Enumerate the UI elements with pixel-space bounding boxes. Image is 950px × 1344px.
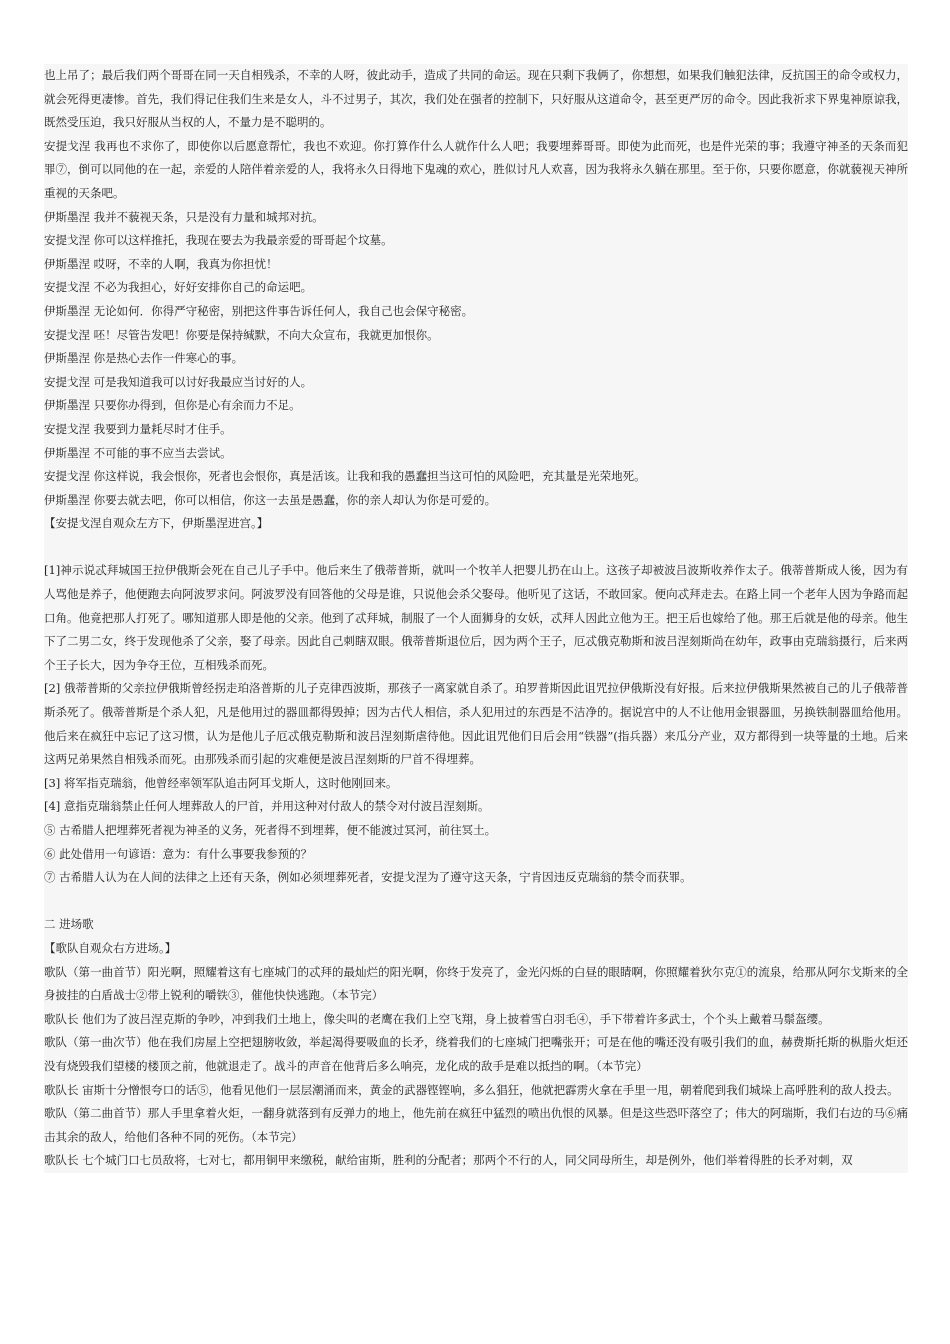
paragraph-5: 伊斯墨涅 哎呀，不幸的人啊，我真为你担忧！	[44, 256, 278, 271]
blank-line	[44, 890, 908, 914]
chorus-paragraph-4: 歌队长 宙斯十分憎恨夸口的话⑤，他看见他们一层层潮涌而来，黄金的武器铿铿响，多么猖狂，他就把霹雳火拿在手里一甩，朝着爬到我们城垛上高呼胜利的敌人投去。	[44, 1082, 899, 1097]
chorus-paragraph-3: 歌队（第一曲次节）他在我们房屋上空把翅膀收敛，举起渴得要吸血的长矛，绕着我们的七座城门把嘴张开；可是在他的嘴还没有吸引我们的血，赫费斯托斯的枞脂火炬还没有烧毁我们望楼的楼顶之前，他就退走了。战斗的声音在他背后多么响亮，龙化成的敌手是难以抵挡的啊。（本节完）	[44, 1035, 908, 1073]
section-heading: 二 进场歌	[44, 917, 94, 932]
paragraph-13: 伊斯墨涅 不可能的事不应当去尝试。	[44, 445, 232, 460]
chorus-paragraph-5: 歌队（第二曲首节）那人手里拿着火炬，一翻身就落到有反弹力的地上，他先前在疯狂中猛烈的喷出仇恨的风暴。但是这些恐吓落空了；伟大的阿瑞斯，我们右边的马⑥痛击其余的敌人，给他们各种不同的死伤。（本节完）	[44, 1106, 908, 1144]
footnote-5: ⑤ 古希腊人把埋葬死者视为神圣的义务，死者得不到埋葬，便不能渡过冥河，前往冥土。	[44, 823, 497, 837]
paragraph-8: 安提戈涅 呸！尽管告发吧！你要是保持缄默，不向大众宣布，我就更加恨你。	[44, 327, 439, 342]
document-body	[44, 64, 908, 1173]
paragraph-10: 安提戈涅 可是我知道我可以讨好我最应当讨好的人。	[44, 374, 313, 389]
paragraph-14: 安提戈涅 你这样说，我会恨你，死者也会恨你，真是活该。让我和我的愚蠢担当这可怕的风险吧，充其量是光荣地死。	[44, 469, 646, 484]
paragraph-12: 安提戈涅 我要到力量耗尽时才住手。	[44, 421, 232, 436]
blank-line	[44, 536, 908, 560]
footnote-7: ⑦ 古希腊人认为在人间的法律之上还有天条，例如必须埋葬死者，安提戈涅为了遵守这天条，宁肯因违反克瑞翁的禁令而获罪。	[44, 870, 692, 885]
paragraph-3: 伊斯墨涅 我并不藐视天条，只是没有力量和城邦对抗。	[44, 209, 324, 224]
paragraph-11: 伊斯墨涅 只要你办得到，但你是心有余而力不足。	[44, 398, 301, 413]
chorus-paragraph-1: 歌队（第一曲首节）阳光啊，照耀着这有七座城门的忒拜的最灿烂的阳光啊，你终于发亮了，金光闪烁的白昼的眼睛啊，你照耀着狄尔克①的流泉，给那从阿尔戈斯来的全身披挂的白盾战士②带上锐利的嚼铁③，催他快快逃跑。（本节完）	[44, 964, 908, 1003]
stage-direction: 【歌队自观众右方进场。】	[44, 940, 177, 955]
footnote-2: [2] 俄蒂普斯的父亲拉伊俄斯曾经拐走珀洛普斯的儿子克律西波斯，那孩子一离家就自杀了。珀罗普斯因此诅咒拉伊俄斯没有好报。后来拉伊俄斯果然被自己的儿子俄蒂普斯杀死了。俄蒂普斯是个杀人犯，凡是他用过的器皿都得毁掉；因为古代人相信，杀人犯用过的东西是不洁净的。据说宫中的人不让他用金银器皿，另换铁制器皿给他用。他后来在疯狂中忘记了这习惯，认为是他儿子厄忒俄克勒斯和波吕涅刻斯虐待他。因此诅咒他们日后会用“铁器”(指兵器）来瓜分产业，双方都得到一块等量的土地。后来这两兄弟果然自相残杀而死。由那残杀而引起的灾难便是波吕涅刻斯的尸首不得埋葬。	[44, 681, 908, 767]
chorus-paragraph-6: 歌队长 七个城门口七员敌将，七对七，都用铜甲来缴税，献给宙斯，胜利的分配者；那两个不行的人，同父同母所生，却是例外，他们举着得胜的长矛对刺，双	[44, 1153, 853, 1168]
paragraph-4: 安提戈涅 你可以这样推托，我现在要去为我最亲爱的哥哥起个坟墓。	[44, 233, 393, 248]
footnote-1: [1]神示说忒拜城国王拉伊俄斯会死在自己儿子手中。他后来生了俄蒂普斯，就叫一个牧羊人把婴儿扔在山上。这孩子却被波吕波斯收养作太子。俄蒂普斯成人後，因为有人骂他是养子，他便跑去向阿波罗求问。阿波罗没有回答他的父母是谁，只说他会杀父娶母。他听见了这话，不敢回家。便向忒拜走去。在路上同一个老年人因为争路而起口角。他竟把那人打死了。哪知道那人即是他的父亲。他到了忒拜城，制服了一个人面狮身的女妖，忒拜人因此立他为王。把王后也嫁给了他。那王后就是他的母亲。他生下了二男二女，终于发现他杀了父亲，娶了母亲。因此自己刺瞎双眼。俄蒂普斯退位后，因为两个王子，厄忒俄克勒斯和波吕涅刻斯尚在幼年，政事由克瑞翁摄行，后来两个王子长大，因为争夺王位，互相残杀而死。	[44, 563, 908, 672]
chorus-paragraph-2: 歌队长 他们为了波吕涅克斯的争吵，冲到我们土地上，像尖叫的老鹰在我们上空飞翔，身上披着雪白羽毛④，手下带着许多武士，个个头上戴着马鬃盔缨。	[44, 1011, 830, 1026]
paragraph-9: 伊斯墨涅 你是热心去作一件寒心的事。	[44, 351, 244, 366]
footnote-3: [3] 将军指克瑞翁，他曾经率领军队追击阿耳戈斯人，这时他刚回来。	[44, 775, 398, 790]
paragraph-1: 也上吊了；最后我们两个哥哥在同一天自相残杀，不幸的人呀，彼此动手，造成了共同的命运。现在只剩下我俩了，你想想，如果我们触犯法律，反抗国王的命令或权力，就会死得更凄惨。首先，我们得记住我们生来是女人，斗不过男子，其次，我们处在强者的控制下，只好服从这道命令，甚至更严厉的命令。因此我祈求下界鬼神原谅我，既然受压迫，我只好服从当权的人，不量力是不聪明的。	[44, 68, 908, 130]
paragraph-6: 安提戈涅 不必为我担心，好好安排你自己的命运吧。	[44, 280, 313, 295]
paragraph-2: 安提戈涅 我再也不求你了，即使你以后愿意帮忙，我也不欢迎。你打算作什么人就作什么人吧；我要埋葬哥哥。即使为此而死，也是件光荣的事；我遵守神圣的天条而犯罪⑦，倒可以同他的在一起，亲爱的人陪伴着亲爱的人，我将永久日得地下鬼魂的欢心，胜似讨凡人欢喜，因为我将永久躺在那里。至于你，只要你愿意，你就藐视天神所重视的天条吧。	[44, 138, 908, 200]
stage-direction: 【安提戈涅自观众左方下，伊斯墨涅进宫。】	[44, 516, 269, 531]
paragraph-7: 伊斯墨涅 无论如何．你得严守秘密，别把这件事告诉任何人，我自己也会保守秘密。	[44, 303, 474, 318]
paragraph-15: 伊斯墨涅 你要去就去吧，你可以相信，你这一去虽是愚蠢，你的亲人却认为你是可爱的。	[44, 492, 497, 507]
footnote-4: [4] 意指克瑞翁禁止任何人埋葬敌人的尸首，并用这种对付敌人的禁令对付波吕涅刻斯。	[44, 799, 490, 814]
footnote-6: ⑥ 此处借用一句谚语：意为：有什么事要我参预的？	[44, 846, 313, 861]
